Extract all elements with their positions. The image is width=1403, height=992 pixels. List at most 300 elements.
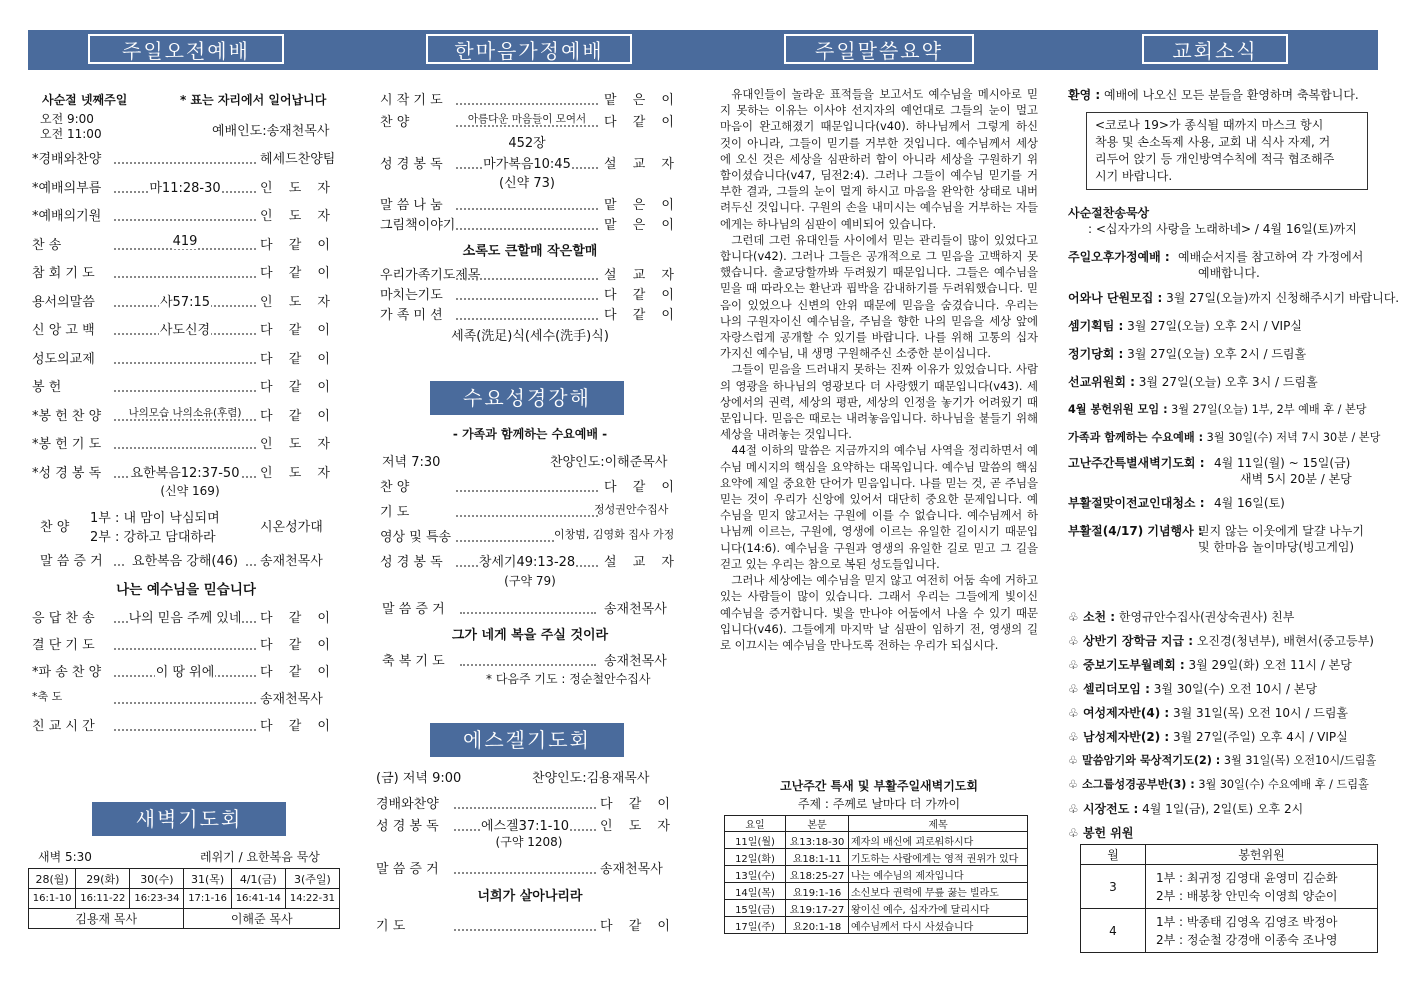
welcome-text: 예배에 나오신 모든 분들을 환영하며 축복합니다.: [1104, 88, 1359, 102]
announcement-item: [1068, 824, 1133, 841]
wednesday-order-row: [380, 476, 680, 496]
ezekiel-prayer-label: 기 도: [376, 919, 406, 934]
dots: [456, 278, 598, 280]
dots: [114, 447, 256, 449]
announcement-text: 3월 30일(수) 수요예배 후 / 드림홀: [1194, 778, 1369, 791]
dawn-day: 4/1(금): [231, 869, 285, 889]
worship-order-row: [30, 205, 342, 225]
ezekiel-sermon-label: 말 씀 증 거: [376, 862, 439, 877]
dots: [114, 162, 256, 164]
order-label: 결 단 기 도: [32, 638, 95, 653]
family-order-row: [380, 284, 680, 304]
covid-notice-box: [1086, 112, 1368, 190]
order-person: 다 같 이: [260, 351, 336, 367]
lent-hymn-text: : <십자가의 사랑을 노래하네> / 4월 16일(토)까지: [1088, 222, 1357, 236]
announcement-label: 소천 :: [1082, 610, 1116, 624]
dawn-prayer-title: 새벽기도회: [92, 802, 286, 836]
holy-week-theme: 주제 : 주께로 날마다 더 가까이: [797, 797, 961, 811]
dawn-day: 3(주일): [285, 869, 339, 889]
order-person: 다 같 이: [600, 797, 676, 812]
order-label: *예배의부름: [32, 180, 102, 196]
welcome-label: 환영 :: [1068, 88, 1101, 102]
announcement-item: [1068, 608, 1294, 625]
announcement-text: 한영규안수집사(권상숙권사) 친부: [1115, 610, 1295, 624]
order-person: 정성권안수집사: [594, 503, 669, 516]
order-person: 다 같 이: [604, 308, 680, 323]
clover-icon: ♧: [1068, 658, 1083, 672]
covid-line: 시기 바랍니다.: [1095, 169, 1173, 183]
family-order-row: [380, 172, 680, 192]
order-person: 다 같 이: [260, 611, 336, 626]
family-worship-column: [376, 84, 680, 984]
header-church-news: 교회소식: [1142, 34, 1288, 64]
announcement-label: 남성제자반(2) :: [1082, 730, 1170, 744]
order-label: 신 앙 고 백: [32, 323, 95, 338]
worship-order-row: [30, 234, 342, 254]
dots: [456, 515, 598, 517]
table-cell: 요19:17-27: [786, 900, 849, 917]
dots: [114, 362, 256, 364]
order-content: 사57:15: [159, 294, 211, 310]
news-item: [1068, 345, 1306, 362]
order-person: 맡 은 이: [604, 218, 680, 233]
announcement-label: 중보기도부월례회 :: [1082, 658, 1185, 672]
worship-leader: 예배인도:송재천목사: [212, 124, 330, 139]
order-content: 사도신경: [159, 323, 211, 338]
family-order-row: [380, 214, 680, 234]
order-label: 봉 헌: [32, 380, 62, 395]
summary-paragraph: 유대인들이 놀라운 표적들을 보고서도 예수님을 메시아로 믿지 못하는 이유는 이사야 선지자의 예언대로 그들의 눈이 멀고 마음이 완고해졌기 때문입니다(v40). 하나님께서 그렇게 하신 것이 아니라, 그들이 믿기를 거부한 것입니다. 예수님께서 세상에 오신 것은 세상을 심판하러 함이 아니라 세상을 구원하기 위함이셨습니다(v47, 딤전2:4). 그러나 그들이 예수님 믿기를 거부한 결과, 그들의 눈이 멀게 하시고 마음을 완악한 상태로 내버려두신 것입니다. 구원의 손을 내미시는 예수님을 거부하는 자들에게는 하나님의 심판이 예비되어 있습니다.: [720, 87, 1038, 231]
ezekiel-ref: (구약 1208): [495, 835, 563, 849]
order-person: 인 도 자: [260, 294, 336, 310]
ezekiel-preacher: 송재천목사: [600, 862, 663, 877]
clover-icon: ♧: [1068, 778, 1082, 791]
order-person: 다 같 이: [260, 408, 336, 424]
welcome: [1068, 86, 1359, 103]
easter-event-text-2: 및 한마음 놀이마당(빙고게임): [1198, 540, 1355, 554]
ezekiel-leader: 찬양인도:김용재목사: [532, 771, 650, 786]
summary-paragraph: 그런데 그런 유대인들 사이에서 믿는 관리들이 많이 있었다고 합니다(v42). 그러나 그들은 공개적으로 그 믿음을 고백하지 못했습니다. 출교당할까봐 두려웠기 때문입니다. 그들은 예수님을 믿을 때 따라오는 환난과 핍박을 감내하기를 두려워했습니다. 믿음이 있었으나 신변의 안위 때문에 믿음을 숨겼습니다. 우리는 나의 구원자이신 예수님을, 주님을 향한 나의 믿음을 세상 앞에 자랑스럽게 공개할 수 있기를 바랍니다. 나를 위해 고통의 십자가지신 예수님, 내 생명 구원해주신 소중한 분이십니다.: [720, 232, 1038, 361]
order-person: 다 같 이: [260, 323, 336, 338]
sermon-preacher: 송재천목사: [260, 554, 323, 569]
worship-order-row: [30, 661, 342, 681]
announcement-item: [1068, 704, 1348, 721]
table-row: [725, 900, 1028, 917]
table-cell: 예수님께서 다시 사셨습니다: [849, 917, 1028, 934]
clover-icon: ♧: [1068, 730, 1083, 744]
dawn-day: 30(수): [130, 869, 184, 889]
order-label: 찬 양: [380, 480, 410, 495]
news-item-text: 3월 27일(오늘) 1부, 2부 예배 후 / 본당: [1167, 403, 1367, 416]
worship-order-row: [30, 715, 342, 735]
order-label: *봉 헌 찬 양: [32, 408, 102, 424]
wednesday-ref: (구약 79): [504, 574, 556, 588]
table-row: [725, 832, 1028, 849]
order-person: 설 교 자: [604, 268, 680, 283]
order-person: 인 도 자: [260, 465, 336, 481]
order-label: 말 씀 나 눔: [380, 198, 443, 213]
clover-icon: ♧: [1068, 754, 1082, 767]
family-mission: 세족(洗足)식(세수(洗手)식): [451, 329, 609, 344]
worship-order-row: [30, 433, 342, 453]
home-worship-text-2: 예배합니다.: [1198, 266, 1260, 280]
offering-committee-table: [1080, 844, 1378, 953]
order-label: 찬 양: [380, 115, 410, 130]
dawn-day: 29(화): [76, 869, 130, 889]
order-person: 설 교 자: [604, 157, 680, 172]
table-header: 월: [1081, 845, 1146, 865]
clover-icon: ♧: [1068, 802, 1083, 816]
table-cell: 요18:1-11: [786, 849, 849, 866]
dots: [114, 729, 256, 731]
order-content: 아름다운 마음들이 모여서: [467, 113, 587, 125]
announcement-item: [1068, 632, 1374, 649]
holy-week-table: [724, 815, 1028, 934]
wednesday-time: 저녁 7:30: [382, 455, 441, 470]
order-label: *예배의기원: [32, 209, 102, 224]
table-cell: 요20:1-18: [786, 917, 849, 934]
clover-icon: ♧: [1068, 634, 1083, 648]
order-label: 그림책이야기: [380, 218, 456, 233]
dots: [454, 929, 596, 931]
order-content: (신약 73): [499, 176, 555, 191]
next-week-prayer: * 다음주 기도 : 정순철안수집사: [486, 672, 651, 686]
news-item-label: 어와나 단원모집 :: [1068, 291, 1163, 305]
table-cell: 14일(목): [725, 883, 786, 900]
sermon-summary-column: [720, 84, 1038, 984]
order-label: 우리가족기도제목: [380, 268, 481, 283]
sermon-summary-text: [720, 86, 1038, 653]
order-person: 다 같 이: [260, 380, 336, 395]
holy-week-dawn-time: 새벽 5시 20분 / 본당: [1240, 472, 1352, 486]
order-label: 용서의말씀: [32, 294, 95, 310]
table-header: 요일: [725, 816, 786, 832]
holy-week-title: 고난주간 특새 및 부활주일새벽기도회: [779, 779, 978, 793]
dawn-schedule-table: [28, 868, 340, 929]
order-content: 마11:28-30: [149, 180, 221, 196]
holy-week-dawn-date: 4월 11일(월) ~ 15일(금): [1214, 456, 1351, 470]
order-person: 다 같 이: [260, 237, 336, 253]
order-label: 경배와찬양: [376, 797, 439, 812]
order-label: 시 작 기 도: [380, 93, 443, 108]
covid-line: 리두어 앉기 등 개인방역수칙에 적극 협조해주: [1095, 152, 1335, 166]
table-row: [1081, 865, 1378, 909]
dawn-ref: 17:1-16: [184, 889, 231, 909]
order-label: 성도의교제: [32, 351, 95, 367]
order-label: 찬 송: [32, 237, 62, 253]
table-cell: 13일(수): [725, 866, 786, 883]
announcement-text: 오진경(청년부), 배현서(중고등부): [1193, 634, 1374, 648]
order-label: 기 도: [380, 505, 410, 520]
choir-name: 시온성가대: [260, 520, 323, 535]
clover-icon: ♧: [1068, 610, 1083, 624]
table-cell: 왕이신 예수, 십자가에 달리시다: [849, 900, 1028, 917]
news-item: [1068, 289, 1399, 306]
dots: [456, 490, 598, 492]
announcement-text: 3월 31일(목) 오전 10시 / 드림홀: [1169, 706, 1348, 720]
home-worship-label: 주일오후가정예배 :: [1068, 250, 1170, 264]
summary-paragraph: 그러나 세상에는 예수님을 믿지 않고 여전히 어둠 속에 거하고 있는 사람들이 많이 있습니다. 그래서 우리는 그들에게 빛이신 예수님을 증거합니다. 빛을 만나야 어둠에서 나올 수 있기 때문입니다(v46). 그들에게 마지막 날 심판이 임하기 전, 영생의 길로 이끄시는 예수님을 만나도록 전하는 우리가 되십시다.: [720, 573, 1038, 652]
blessing-pastor: 송재천목사: [604, 654, 667, 669]
dawn-ref: 14:22-31: [285, 889, 339, 909]
dawn-day: 31(목): [184, 869, 231, 889]
dots: [114, 219, 256, 221]
announcement-label: 셀리더모임 :: [1082, 682, 1150, 696]
worship-order-row: [30, 405, 342, 425]
dots: [454, 807, 596, 809]
announcement-item: [1068, 752, 1376, 768]
news-item: [1068, 317, 1302, 334]
announcement-item: [1068, 800, 1303, 817]
wednesday-title: 수요성경강해: [430, 381, 624, 415]
table-row: [1081, 909, 1378, 953]
table-header: 본문: [786, 816, 849, 832]
service-time-1: 오전 9:00: [40, 112, 94, 126]
order-person: 인 도 자: [600, 819, 676, 834]
dots: [456, 103, 598, 105]
order-person: 인 도 자: [260, 180, 336, 196]
wednesday-order-row: [380, 551, 680, 571]
order-person: 맡 은 이: [604, 198, 680, 213]
news-item-label: 가족과 함께하는 수요예배 :: [1068, 431, 1204, 444]
dawn-ref: 16:23-34: [130, 889, 184, 909]
sermon-passage: 요한복음 강해(46): [126, 550, 244, 569]
sermon-label: 말 씀 증 거: [40, 554, 103, 569]
news-item: [1068, 373, 1318, 390]
announcement-label: 소그룹성경공부반(3) :: [1081, 778, 1195, 791]
worship-order-row: [30, 462, 342, 482]
announcement-label: 여성제자반(4) :: [1082, 706, 1170, 720]
table-cell: [1146, 865, 1378, 909]
committee-line: 1부 : 최귀정 김영대 윤영미 김순화: [1156, 870, 1338, 885]
dots: [456, 298, 598, 300]
order-label: *파 송 찬 양: [32, 665, 102, 680]
order-content: 419: [172, 233, 198, 249]
order-person: 다 같 이: [260, 665, 336, 680]
dots: [114, 276, 256, 278]
worship-order-row: [30, 634, 342, 654]
ezekiel-prayer-who: 다 같 이: [600, 919, 676, 934]
dawn-pastor-2: 이해준 목사: [184, 909, 340, 929]
order-label: *성 경 봉 독: [32, 465, 102, 481]
table-row: [725, 849, 1028, 866]
worship-order-row: [30, 607, 342, 627]
order-label: 마치는기도: [380, 288, 443, 303]
clover-icon: ♧: [1068, 706, 1083, 720]
dawn-ref: 16:11-22: [76, 889, 130, 909]
choir-line-1: 1부 : 내 맘이 낙심되며: [90, 511, 220, 526]
order-label: 영상 및 특송: [380, 530, 452, 545]
order-content: 452장: [508, 136, 546, 151]
announcement-label: 봉헌 위원: [1082, 826, 1134, 840]
announcement-item: [1068, 680, 1317, 697]
table-cell: 제자의 배신에 괴로워하시다: [849, 832, 1028, 849]
table-row: [725, 883, 1028, 900]
news-item-label: 셈기획팀 :: [1068, 319, 1124, 333]
dots: [114, 648, 256, 650]
dots: [454, 872, 596, 874]
order-content: 마가복음10:45: [483, 157, 571, 172]
order-label: *경배와찬양: [32, 152, 102, 167]
ezekiel-order-row: [376, 815, 680, 835]
home-worship-text-1: 예배순서지를 참고하여 각 가정에서: [1178, 250, 1364, 264]
order-person: 설 교 자: [604, 555, 680, 570]
clover-icon: ♧: [1068, 826, 1083, 840]
committee-line: 2부 : 배봉창 안민숙 이영희 양순이: [1156, 888, 1338, 903]
table-cell: 요13:18-30: [786, 832, 849, 849]
worship-order-row: [30, 319, 342, 339]
order-content: 나의모습 나의소유(후렴): [128, 406, 242, 419]
ref-169: (신약 169): [160, 484, 220, 498]
service-time-2: 오전 11:00: [40, 127, 102, 141]
order-person: 다 같 이: [604, 115, 680, 130]
holy-week-dawn-label: 고난주간특별새벽기도회 :: [1068, 456, 1205, 470]
news-item-label: 선교위원회 :: [1068, 375, 1135, 389]
header-sermon-summary: 주일말씀요약: [784, 34, 974, 64]
news-item-label: 4월 봉헌위원 모임 :: [1068, 403, 1168, 416]
order-person: 인 도 자: [260, 437, 336, 452]
sermon-title: 나는 예수님을 믿습니다: [116, 582, 256, 598]
dawn-pastor-1: 김용재 목사: [29, 909, 184, 929]
dawn-ref: 16:41-14: [231, 889, 285, 909]
order-label: 친 교 시 간: [32, 719, 95, 734]
cleaning-date: 4월 16일(토): [1214, 496, 1285, 510]
table-cell: 나는 예수님의 제자입니다: [849, 866, 1028, 883]
news-item-text: 3월 27일(오늘) 오후 3시 / 드림홀: [1134, 375, 1318, 389]
announcement-text: 3월 31일(목) 오전10시/드림홀: [1220, 754, 1377, 767]
family-order-row: [380, 89, 680, 109]
committee-line: 1부 : 박종태 김영옥 김영조 박정아: [1156, 914, 1338, 929]
dots: [114, 390, 256, 392]
wednesday-order-row: [380, 501, 680, 521]
order-person: 다 같 이: [260, 719, 336, 734]
news-item-text: 3월 27일(오늘) 오후 2시 / 드림홀: [1123, 347, 1307, 361]
worship-order-row: [30, 688, 342, 708]
news-item-label: 정기당회 :: [1068, 347, 1124, 361]
header-sunday-worship: 주일오전예배: [88, 34, 284, 64]
news-item-text: 3월 30일(수) 저녁 7시 30분 / 본당: [1203, 431, 1381, 444]
table-cell: [1146, 909, 1378, 953]
announcement-item: [1068, 656, 1352, 673]
family-order-row: [380, 194, 680, 214]
order-content: 나의 믿음 주께 있네: [128, 611, 242, 626]
order-content: 에스겔37:1-10: [480, 819, 570, 834]
ezekiel-sermon-title: 너희가 살아나리라: [477, 889, 583, 904]
covid-line: 착용 및 손소독제 사용, 교회 내 식사 자제, 거: [1095, 135, 1331, 149]
table-cell: 15일(금): [725, 900, 786, 917]
dots: [456, 228, 598, 230]
wednesday-order-row: [380, 526, 680, 546]
wednesday-subtitle: - 가족과 함께하는 수요예배 -: [452, 427, 608, 441]
easter-event-text-1: 믿지 않는 이웃에게 달걀 나누기: [1198, 524, 1364, 538]
dots: [456, 318, 598, 320]
order-person: 맡 은 이: [604, 93, 680, 108]
table-header: 봉헌위원: [1146, 845, 1378, 865]
family-order-row: [380, 132, 680, 152]
blessing-label: 축 복 기 도: [382, 654, 445, 669]
table-cell: 소신보다 권력에 무릎 꿇는 빌라도: [849, 883, 1028, 900]
family-order-row: [380, 264, 680, 284]
announcement-label: 상반기 장학금 지급 :: [1082, 634, 1194, 648]
announcement-text: 3월 29일(화) 오전 11시 / 본당: [1184, 658, 1352, 672]
table-row: [725, 917, 1028, 934]
table-cell: 3: [1081, 865, 1146, 909]
ezekiel-time: (금) 저녁 9:00: [376, 771, 462, 786]
order-person: 다 같 이: [260, 266, 336, 281]
family-order-row: [380, 304, 680, 324]
picture-book-title: 소록도 큰할매 작은할매: [462, 244, 598, 259]
order-person: 이창범, 김영화 집사 가정: [554, 528, 675, 541]
lent-hymn-label: 사순절찬송묵상: [1068, 206, 1150, 220]
table-cell: 요19:1-16: [786, 883, 849, 900]
summary-paragraph: 44절 이하의 말씀은 지금까지의 예수님 사역을 정리하면서 예수님 메시지의 핵심을 요약하는 대목입니다. 예수님 말씀의 핵심 요약에 제일 중요한 단어가 믿음입니다. 나를 믿는 것, 곧 주님을 믿는 것이 우리가 신앙에 있어서 대단히 중요한 문제입니다. 예수님을 믿지 않고서는 구원에 이를 수 없습니다. 예수님께서 하나님께 이르는, 구원에, 영생에 이르는 유일한 길이시기 때문입니다(14:6). 예수님을 구원과 영생의 유일한 길로 믿고 그 길을 걷고 있는 우리는 참으로 복된 성도들입니다.: [720, 443, 1038, 571]
covid-line: <코로나 19>가 종식될 때까지 마스크 항시: [1095, 118, 1324, 132]
order-content: 요한복음12:37-50: [130, 465, 240, 481]
table-header: 제목: [849, 816, 1028, 832]
wednesday-preacher: 송재천목사: [604, 602, 667, 617]
wednesday-sermon-title: 그가 네게 복을 주실 것이라: [451, 628, 609, 643]
cleaning-label: 부활절맞이전교인대청소 :: [1068, 496, 1205, 510]
news-item-text: 3월 27일(오늘)까지 신청해주시기 바랍니다.: [1162, 291, 1400, 305]
dots: [460, 612, 596, 614]
worship-order-row: [30, 376, 342, 396]
choir-line-2: 2부 : 강하고 담대하라: [90, 530, 216, 545]
dawn-ref: 16:1-10: [29, 889, 76, 909]
church-news-column: [1068, 84, 1400, 984]
announcement-text: 3월 27일(주일) 오후 4시 / VIP실: [1169, 730, 1348, 744]
worship-order-row: [30, 148, 342, 168]
dawn-day: 28(월): [29, 869, 76, 889]
ezekiel-order-row: [376, 793, 680, 813]
news-item-text: 3월 27일(오늘) 오후 2시 / VIP실: [1123, 319, 1302, 333]
order-person: 인 도 자: [260, 209, 336, 224]
dots: [456, 208, 598, 210]
order-label: 응 답 찬 송: [32, 611, 95, 626]
order-label: 성 경 봉 독: [380, 157, 443, 172]
family-order-row: [380, 153, 680, 173]
worship-order-row: [30, 348, 342, 368]
header-family-worship: 한마음가정예배: [426, 34, 632, 64]
news-item: [1068, 401, 1367, 417]
easter-event-label: 부활절(4/17) 기념행사 :: [1068, 524, 1203, 538]
order-person: 다 같 이: [604, 288, 680, 303]
summary-paragraph: 그들이 믿음을 드러내지 못하는 진짜 이유가 있었습니다. 사람의 영광을 하나님의 영광보다 더 사랑했기 때문입니다(v43). 세상에서의 권력, 세상의 평판, 세상의 인정을 놓기가 어려웠기 때문입니다. 믿음은 때로는 내려놓음입니다. 하나님을 붙들기 위해 세상을 내려놓는 것입니다.: [720, 362, 1038, 442]
table-cell: 17일(주): [725, 917, 786, 934]
dots: [460, 664, 596, 666]
dawn-book: 레위기 / 요한복음 묵상: [200, 850, 320, 864]
ezekiel-title: 에스겔기도회: [430, 723, 624, 757]
announcement-text: 3월 30일(수) 오전 10시 / 본당: [1149, 682, 1318, 696]
order-person: 송재천목사: [260, 692, 323, 707]
announcement-label: 말씀암기와 묵상적기도(2) :: [1081, 754, 1221, 767]
dots: [114, 702, 256, 704]
order-label: 성 경 봉 독: [380, 555, 443, 570]
announcement-label: 시장전도 :: [1082, 802, 1139, 816]
family-order-row: [380, 111, 680, 131]
standing-note: * 표는 자리에서 일어납니다: [180, 93, 327, 107]
committee-line: 2부 : 정순철 강경애 이종숙 조나영: [1156, 932, 1338, 947]
order-label: 참 회 기 도: [32, 266, 95, 281]
worship-order-row: [30, 177, 342, 197]
choir-label: 찬 양: [40, 520, 70, 535]
announcement-text: 4월 1일(금), 2일(토) 오후 2시: [1138, 802, 1304, 816]
worship-order-row: [30, 291, 342, 311]
table-cell: 12일(화): [725, 849, 786, 866]
order-label: 성 경 봉 독: [376, 819, 439, 834]
announcement-item: [1068, 776, 1369, 792]
order-label: 가 족 미 션: [380, 308, 443, 323]
order-label: *축 도: [32, 690, 63, 703]
